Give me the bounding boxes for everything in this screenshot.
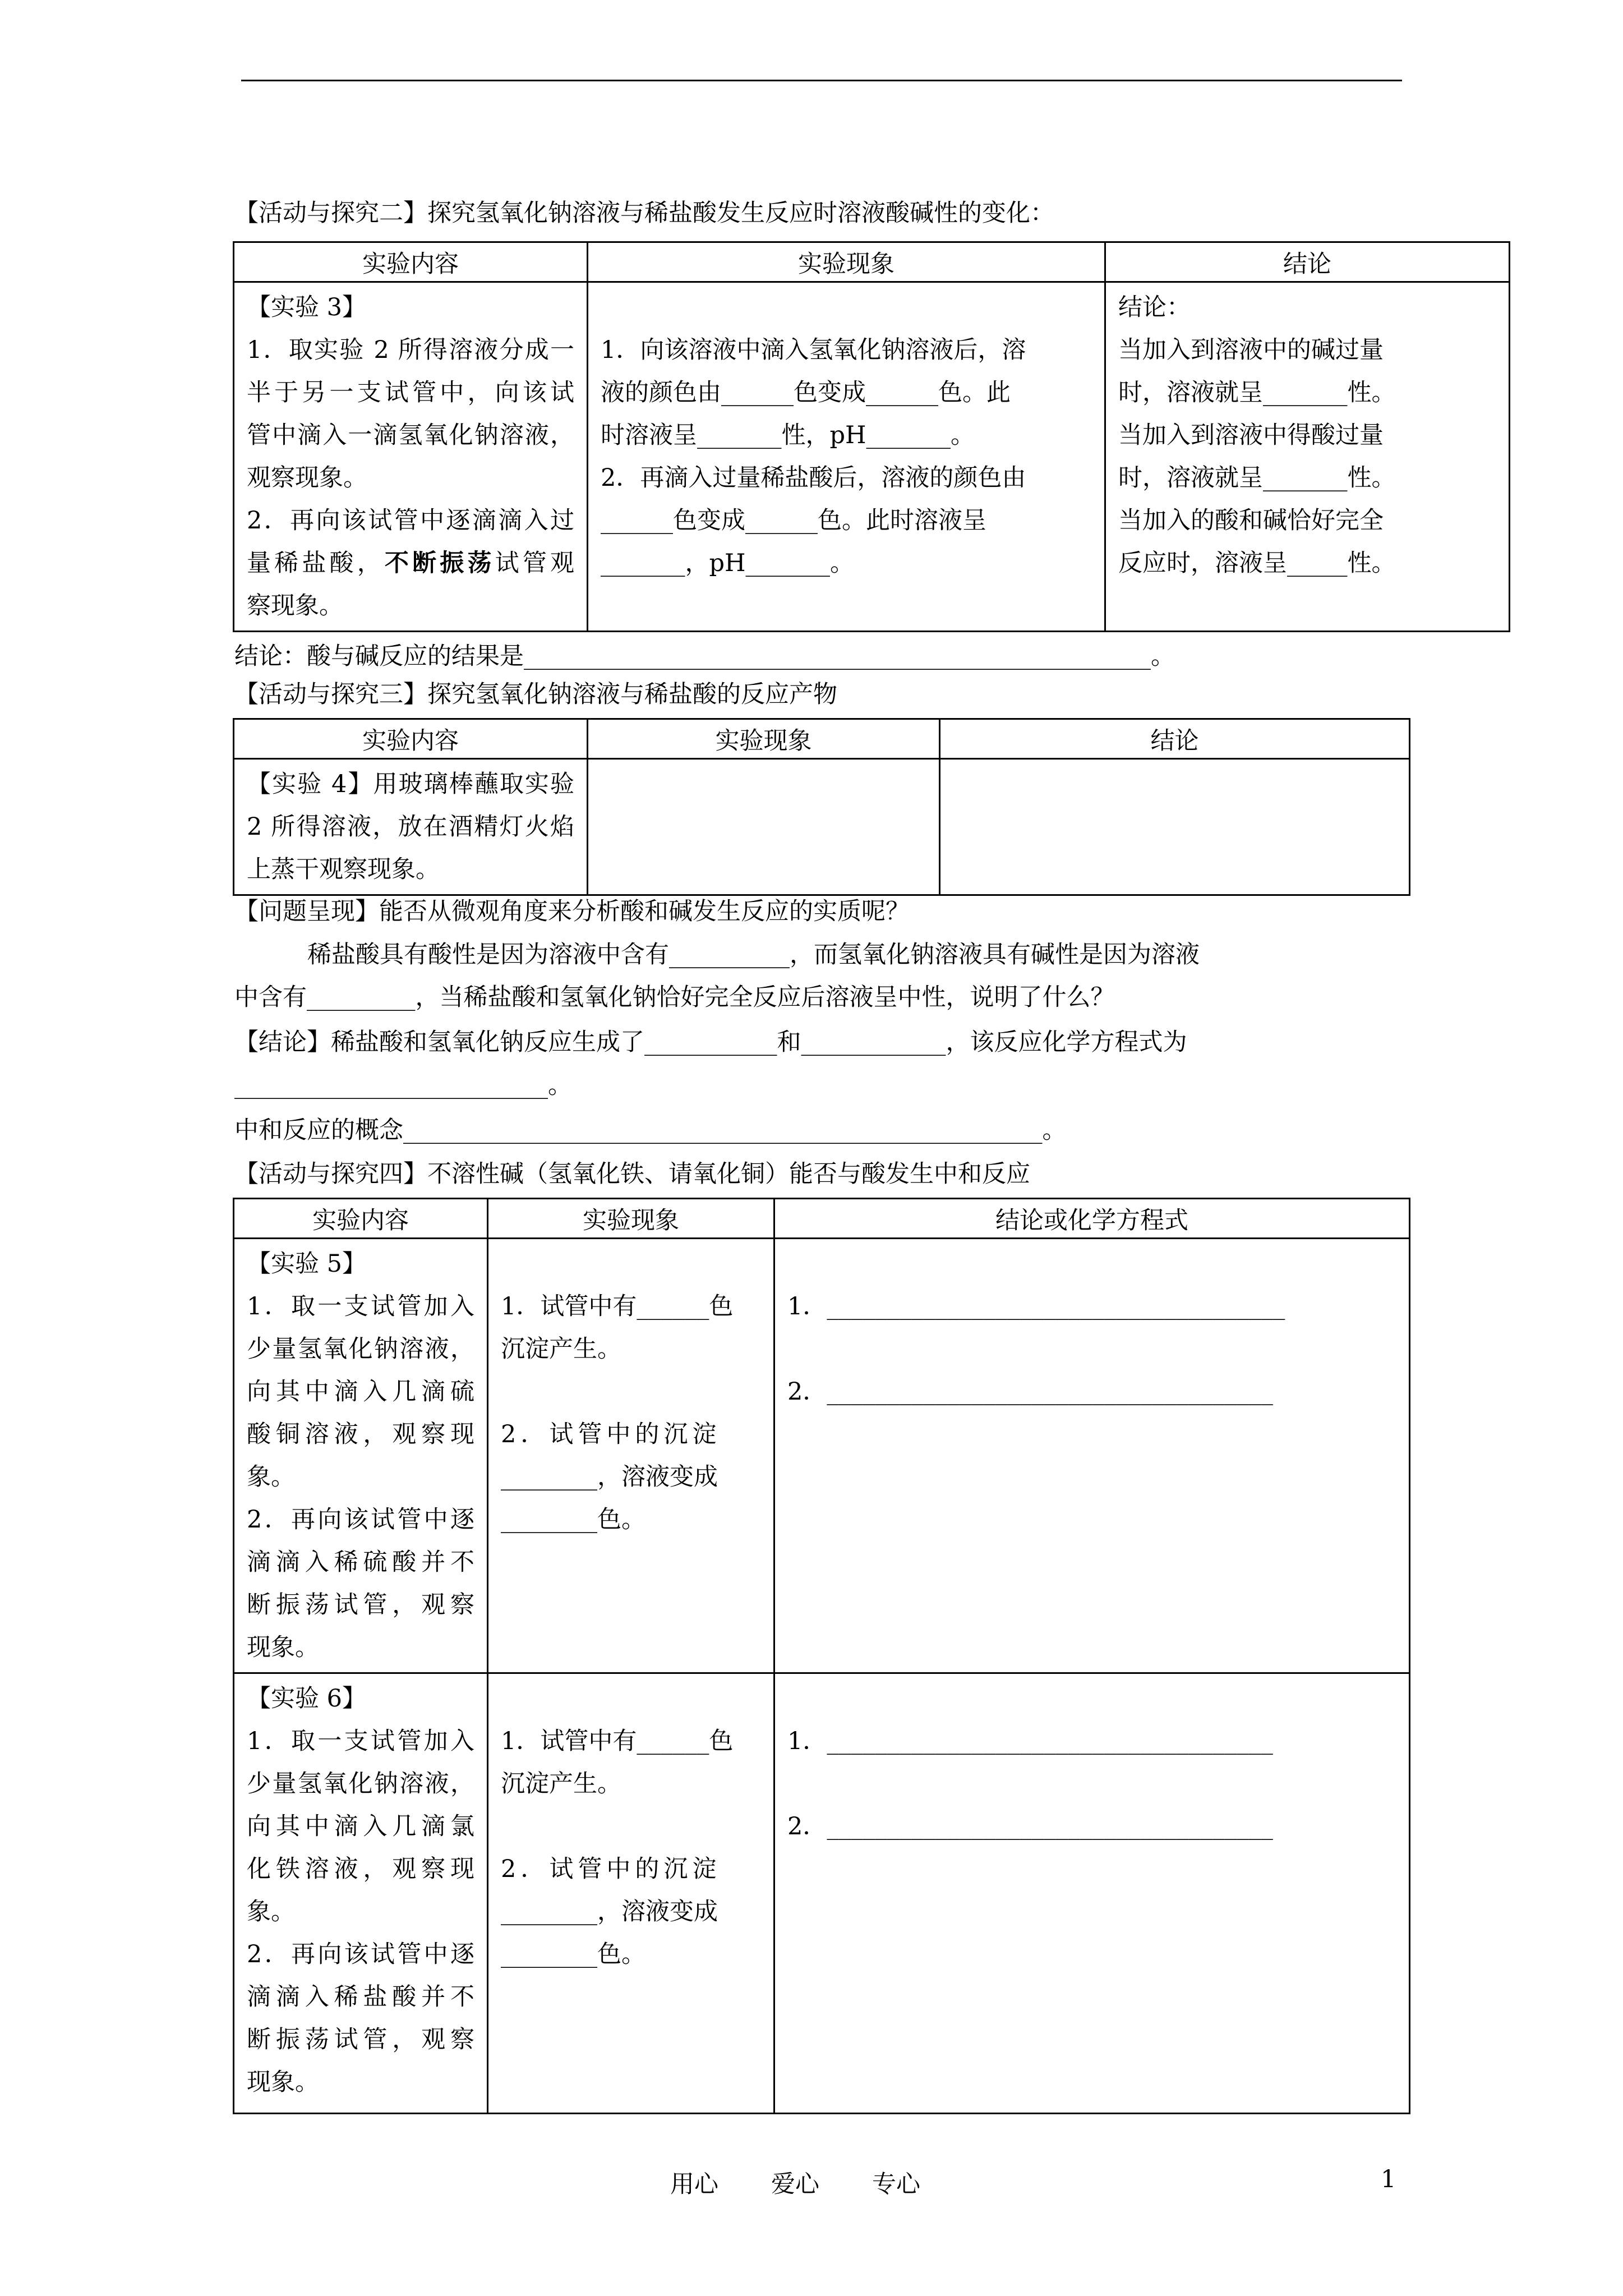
exp6-line: 【实验 6】 bbox=[247, 1685, 367, 1713]
phen-line: 2．再滴入过量稀盐酸后，溶液的颜色由 bbox=[601, 464, 1026, 492]
exp5-line: 向其中滴入几滴硫 bbox=[247, 1378, 474, 1406]
exp6-line: 1．取一支试管加入 bbox=[247, 1727, 474, 1755]
activity3-table bbox=[233, 718, 1410, 896]
exp6-line: 化铁溶液，观察现 bbox=[247, 1855, 474, 1883]
exp5-line: 现象。 bbox=[247, 1634, 319, 1662]
phen-line: 1．向该溶液中滴入氢氧化钠溶液后，溶 bbox=[601, 336, 1026, 364]
exp6-content-cell bbox=[234, 1673, 488, 2114]
exp6-line: 向其中滴入几滴氯 bbox=[247, 1812, 474, 1841]
exp6-line: 2．再向该试管中逐 bbox=[247, 1940, 474, 1968]
exp6-phen-line: 沉淀产生。 bbox=[501, 1770, 621, 1798]
concl-line: 时，溶液就呈_______性。 bbox=[1118, 379, 1396, 407]
exp5-phen-line: 1．试管中有______色 bbox=[501, 1292, 734, 1320]
exp6-phen-line: 2．试管中的沉淀 bbox=[501, 1855, 721, 1883]
exp4-line: 2 所得溶液，放在酒精灯火焰 bbox=[247, 813, 574, 841]
exp5-phen-line: ________，溶液变成 bbox=[501, 1463, 718, 1491]
exp3-line: 管中滴入一滴氢氧化钠溶液， bbox=[247, 421, 574, 449]
exp5-content-cell bbox=[234, 1239, 488, 1673]
phen-line: ______色变成______色。此时溶液呈 bbox=[601, 507, 986, 535]
page-number: 1 bbox=[1381, 2165, 1396, 2193]
footer-left: 用心 bbox=[670, 2170, 718, 2198]
exp5-line: 少量氢氧化钠溶液， bbox=[247, 1335, 474, 1363]
header-conclusion: 结论 bbox=[940, 719, 1410, 759]
exp5-line: 滴滴入稀硫酸并不 bbox=[247, 1548, 474, 1576]
exp3-phenomenon-cell bbox=[588, 282, 1105, 632]
exp5-line: 断振荡试管，观察 bbox=[247, 1591, 474, 1619]
exp5-phenomenon-cell bbox=[488, 1239, 774, 1673]
exp6-line: 现象。 bbox=[247, 2068, 319, 2096]
phen-line: 时溶液呈_______性，pH_______。 bbox=[601, 421, 975, 449]
concl-line: 反应时，溶液呈_____性。 bbox=[1118, 549, 1396, 577]
exp6-phen-line: ________色。 bbox=[501, 1940, 645, 1968]
concl-line: 当加入到溶液中得酸过量 bbox=[1118, 421, 1384, 449]
exp5-line: 1．取一支试管加入 bbox=[247, 1292, 474, 1320]
exp4-line: 上蒸干观察现象。 bbox=[247, 855, 440, 884]
header-content: 实验内容 bbox=[234, 719, 588, 759]
exp3-line: 1．取实验 2 所得溶液分成一 bbox=[247, 336, 574, 364]
footer-right: 专心 bbox=[872, 2170, 920, 2198]
exp3-content-cell bbox=[234, 282, 588, 632]
header-phenomenon: 实验现象 bbox=[488, 1199, 774, 1239]
exp6-eq-line: 1．_____________________________________ bbox=[787, 1727, 1273, 1755]
footer-middle: 爱心 bbox=[771, 2170, 819, 2198]
question-line: 稀盐酸具有酸性是因为溶液中含有__________，而氢氧化钠溶液具有碱性是因为溶液 bbox=[307, 941, 1200, 969]
header-phenomenon: 实验现象 bbox=[588, 242, 1105, 282]
concl-line: 时，溶液就呈_______性。 bbox=[1118, 464, 1396, 492]
exp5-eq-line: 1．______________________________________ bbox=[787, 1292, 1285, 1320]
activity2-title: 【活动与探究二】探究氢氧化钠溶液与稀盐酸发生反应时溶液酸碱性的变化： bbox=[234, 199, 1054, 227]
activity4-title: 【活动与探究四】不溶性碱（氢氧化铁、请氧化铜）能否与酸发生中和反应 bbox=[234, 1160, 1030, 1188]
exp5-line: 酸铜溶液，观察现 bbox=[247, 1420, 474, 1448]
spacer bbox=[787, 1763, 1396, 1805]
exp3-line: 观察现象。 bbox=[247, 464, 367, 492]
spacer bbox=[501, 1370, 761, 1413]
bold-emphasis: 不断振荡 bbox=[384, 549, 495, 577]
exp3-line: 察现象。 bbox=[247, 592, 343, 620]
exp5-line: 2．再向该试管中逐 bbox=[247, 1506, 474, 1534]
exp6-phen-line: 1．试管中有______色 bbox=[501, 1727, 734, 1755]
exp6-line: 断振荡试管，观察 bbox=[247, 2026, 474, 2054]
neutralization-concept: 中和反应的概念_____________________________________________________。 bbox=[234, 1116, 1067, 1144]
spacer bbox=[787, 1328, 1396, 1370]
phen-line: 液的颜色由______色变成______色。此 bbox=[601, 379, 1011, 407]
exp6-phen-line: ________，溶液变成 bbox=[501, 1898, 718, 1926]
exp3-line: 半于另一支试管中，向该试 bbox=[247, 379, 574, 407]
exp5-eq-line: 2．_____________________________________ bbox=[787, 1378, 1273, 1406]
exp5-phen-line: ________色。 bbox=[501, 1506, 645, 1534]
exp6-line: 少量氢氧化钠溶液， bbox=[247, 1770, 474, 1798]
activity2-table bbox=[233, 241, 1510, 632]
exp6-line: 滴滴入稀盐酸并不 bbox=[247, 1983, 474, 2011]
concl-line: 结论： bbox=[1118, 293, 1191, 321]
header-rule bbox=[241, 80, 1402, 81]
activity3-title: 【活动与探究三】探究氢氧化钠溶液与稀盐酸的反应产物 bbox=[234, 680, 837, 708]
exp3-line-bold: 量稀盐酸，不断振荡试管观 bbox=[247, 549, 575, 577]
exp5-equation-cell bbox=[774, 1239, 1410, 1673]
exp4-conclusion-cell bbox=[940, 759, 1410, 895]
header-content: 实验内容 bbox=[234, 242, 588, 282]
exp6-phenomenon-cell bbox=[488, 1673, 774, 2114]
header-content: 实验内容 bbox=[234, 1199, 488, 1239]
activity4-table bbox=[233, 1198, 1410, 2114]
conclusion-statement: 结论：酸与碱反应的结果是____________________________________________________。 bbox=[234, 642, 1175, 670]
exp5-phen-line: 沉淀产生。 bbox=[501, 1335, 621, 1363]
question-line: 中含有_________，当稀盐酸和氢氧化钠恰好完全反应后溶液呈中性，说明了什么？ bbox=[234, 983, 1115, 1011]
question-title: 【问题呈现】能否从微观角度来分析酸和碱发生反应的实质呢？ bbox=[234, 898, 910, 926]
concl-line: 当加入到溶液中的碱过量 bbox=[1118, 336, 1384, 364]
exp3-line: 【实验 3】 bbox=[247, 293, 367, 321]
exp4-phenomenon-cell bbox=[588, 759, 940, 895]
question-conclusion: 【结论】稀盐酸和氢氧化钠反应生成了___________和____________，该反应化学方程式为 bbox=[234, 1028, 1187, 1056]
exp6-eq-line: 2．_____________________________________ bbox=[787, 1812, 1273, 1841]
exp4-line: 【实验 4】用玻璃棒蘸取实验 bbox=[247, 770, 574, 798]
exp4-content-cell bbox=[234, 759, 588, 895]
exp3-line: 2．再向该试管中逐滴滴入过 bbox=[247, 507, 574, 535]
question-line: __________________________。 bbox=[234, 1071, 572, 1099]
concl-line: 当加入的酸和碱恰好完全 bbox=[1118, 507, 1384, 535]
spacer bbox=[501, 1805, 761, 1848]
header-phenomenon: 实验现象 bbox=[588, 719, 940, 759]
exp6-line: 象。 bbox=[247, 1898, 295, 1926]
header-conclusion: 结论 bbox=[1105, 242, 1510, 282]
header-conclusion: 结论或化学方程式 bbox=[774, 1199, 1410, 1239]
phen-line: _______，pH_______。 bbox=[601, 549, 855, 577]
exp6-equation-cell bbox=[774, 1673, 1410, 2114]
exp5-phen-line: 2．试管中的沉淀 bbox=[501, 1420, 721, 1448]
exp3-conclusion-cell bbox=[1105, 282, 1510, 632]
exp5-line: 象。 bbox=[247, 1463, 295, 1491]
exp5-line: 【实验 5】 bbox=[247, 1250, 367, 1278]
